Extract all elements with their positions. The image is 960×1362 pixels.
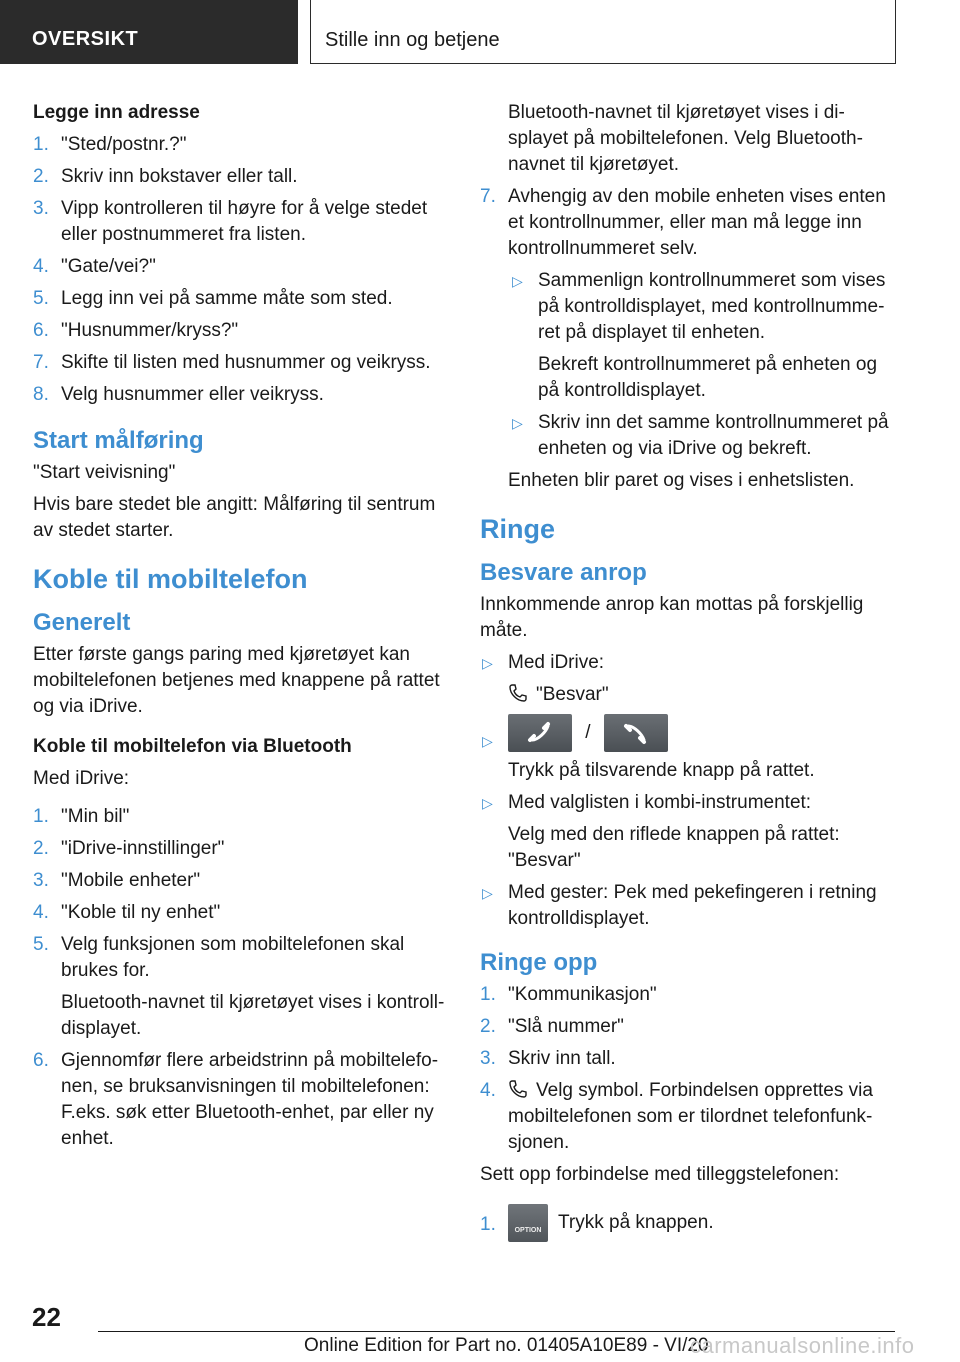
triangle-bullet-icon: ▷ bbox=[512, 415, 523, 431]
section-tab bbox=[0, 0, 298, 64]
list-item: 3. Vipp kontrolleren til høyre for å velge stedet eller postnummeret fra listen. bbox=[33, 198, 428, 245]
generelt-heading: Generelt bbox=[33, 609, 131, 636]
option-button-image: OPTION bbox=[508, 1204, 548, 1242]
phone-icon bbox=[508, 683, 528, 703]
answer-button-image bbox=[508, 714, 572, 752]
phone-icon bbox=[604, 714, 668, 752]
step-note: Trykk på tilsvarende knapp på rattet. bbox=[508, 760, 815, 781]
list-item: 2. "Slå nummer" bbox=[480, 1016, 624, 1037]
list-item: 3. "Mobile enheter" bbox=[33, 870, 201, 891]
generelt-text: Etter første gangs paring med kjøretøyet kan mobiltelefonen betjenes med knappene på rattet og via iDrive. bbox=[33, 644, 440, 717]
bluetooth-name-note: Bluetooth-navnet til kjøretøyet vises i displayet på mobiltelefonen. Velg Bluetooth-navnet til kjøretøyet. bbox=[508, 102, 863, 175]
list-item: 6. Gjennomfør flere arbeidstrinn på mobiltelefonen, se bruksanvisningen til mobiltelefonen: F.eks. søk etter Bluetooth-enhet, par eller ny enhet. bbox=[33, 1050, 439, 1149]
besvar-menu-item: "Besvar" bbox=[480, 682, 898, 708]
bluetooth-steps bbox=[33, 804, 448, 1152]
list-item: ▷ Med valglisten i kombi-instrumentet: bbox=[480, 790, 898, 816]
list-item: 1. "Kommunikasjon" bbox=[480, 984, 657, 1005]
triangle-bullet-icon: ▷ bbox=[482, 655, 493, 671]
start-menu-text: "Start veivisning" bbox=[33, 462, 176, 483]
triangle-bullet-icon: ▷ bbox=[482, 733, 493, 749]
ringe-heading: Ringe bbox=[480, 514, 556, 544]
left-column bbox=[33, 100, 448, 1158]
step-note: Bekreft kontrollnummeret på enheten og på kontrolldisplayet. bbox=[538, 354, 878, 401]
list-item: 1. "Sted/postnr.?" bbox=[33, 134, 187, 155]
right-column bbox=[480, 100, 898, 1248]
phone-icon bbox=[508, 1079, 528, 1099]
list-item: 1. OPTION Trykk på knappen. bbox=[480, 1204, 898, 1242]
triangle-bullet-icon: ▷ bbox=[482, 885, 493, 901]
phone-icon bbox=[508, 714, 572, 752]
address-steps bbox=[33, 132, 448, 408]
start-description: Hvis bare stedet ble angitt: Målføring til sentrum av stedet starter. bbox=[33, 494, 436, 541]
list-item: ▷ / bbox=[480, 714, 898, 752]
list-item: 5. Velg funksjonen som mobiltelefonen skal brukes for. bbox=[33, 934, 405, 981]
list-item: ▷ Med gester: Pek med pekefingeren i retning kontrolldisplayet. bbox=[482, 882, 877, 929]
list-item: 3. Skriv inn tall. bbox=[480, 1048, 616, 1069]
tillegg-text: Sett opp forbindelse med tilleggstelefonen: bbox=[480, 1164, 840, 1185]
list-item: 8. Velg husnummer eller veikryss. bbox=[33, 384, 324, 405]
list-item: ▷ Med iDrive: bbox=[480, 650, 898, 676]
address-heading: Legge inn adresse bbox=[33, 102, 200, 123]
list-item: 2. Skriv inn bokstaver eller tall. bbox=[33, 166, 298, 187]
bluetooth-intro: Med iDrive: bbox=[33, 768, 130, 789]
koble-heading: Koble til mobiltelefon bbox=[33, 564, 308, 594]
list-item: 7. Skifte til listen med husnummer og veikryss. bbox=[33, 352, 431, 373]
section-title: OVERSIKT bbox=[32, 28, 139, 50]
chapter-tab bbox=[310, 0, 896, 64]
list-item: 4. Velg symbol. Forbindelsen opprettes via mobiltelefonen som er tilordnet telefonfunksjonen. bbox=[480, 1080, 873, 1153]
step-note: Bluetooth-navnet til kjøretøyet vises i kontrolldisplayet. bbox=[61, 992, 445, 1039]
besvare-text: Innkommende anrop kan mottas på forskjellig måte. bbox=[480, 594, 864, 641]
ringe-opp-heading: Ringe opp bbox=[480, 949, 598, 976]
list-item: 4. "Gate/vei?" bbox=[33, 256, 156, 277]
page-number: 22 bbox=[32, 1302, 61, 1332]
list-item: 4. "Koble til ny enhet" bbox=[33, 902, 221, 923]
list-item: 1. "Min bil" bbox=[33, 806, 130, 827]
list-item: 6. "Husnummer/kryss?" bbox=[33, 320, 239, 341]
list-item: 2. "iDrive-innstillinger" bbox=[33, 838, 225, 859]
paired-text: Enheten blir paret og vises i enhetslisten. bbox=[508, 470, 855, 491]
start-heading: Start målføring bbox=[33, 427, 204, 454]
answer-button-image-alt bbox=[604, 714, 668, 752]
list-item: 5. Legg inn vei på samme måte som sted. bbox=[33, 288, 393, 309]
triangle-bullet-icon: ▷ bbox=[482, 795, 493, 811]
watermark: carmanualsonline.info bbox=[690, 1333, 915, 1358]
chapter-title: Stille inn og betjene bbox=[325, 29, 500, 51]
list-item: ▷ Sammenlign kontrollnummeret som vises på kontrolldisplayet, med kontrollnummeret på displayet til enheten. bbox=[512, 270, 886, 343]
edition-text: Online Edition for Part no. 01405A10E89 - VI/20 bbox=[304, 1335, 709, 1356]
list-item: 7. Avhengig av den mobile enheten vises enten et kontrollnummer, eller man må legge inn kontrollnummeret selv. bbox=[480, 186, 886, 259]
footer-divider bbox=[98, 1331, 895, 1332]
bluetooth-heading: Koble til mobiltelefon via Bluetooth bbox=[33, 736, 352, 757]
triangle-bullet-icon: ▷ bbox=[512, 273, 523, 289]
list-item: ▷ Skriv inn det samme kontrollnummeret på enheten og via iDrive og bekreft. bbox=[512, 412, 889, 459]
step-note: Velg med den riflede knappen på rattet: "Besvar" bbox=[508, 824, 840, 871]
besvare-heading: Besvare anrop bbox=[480, 559, 647, 586]
